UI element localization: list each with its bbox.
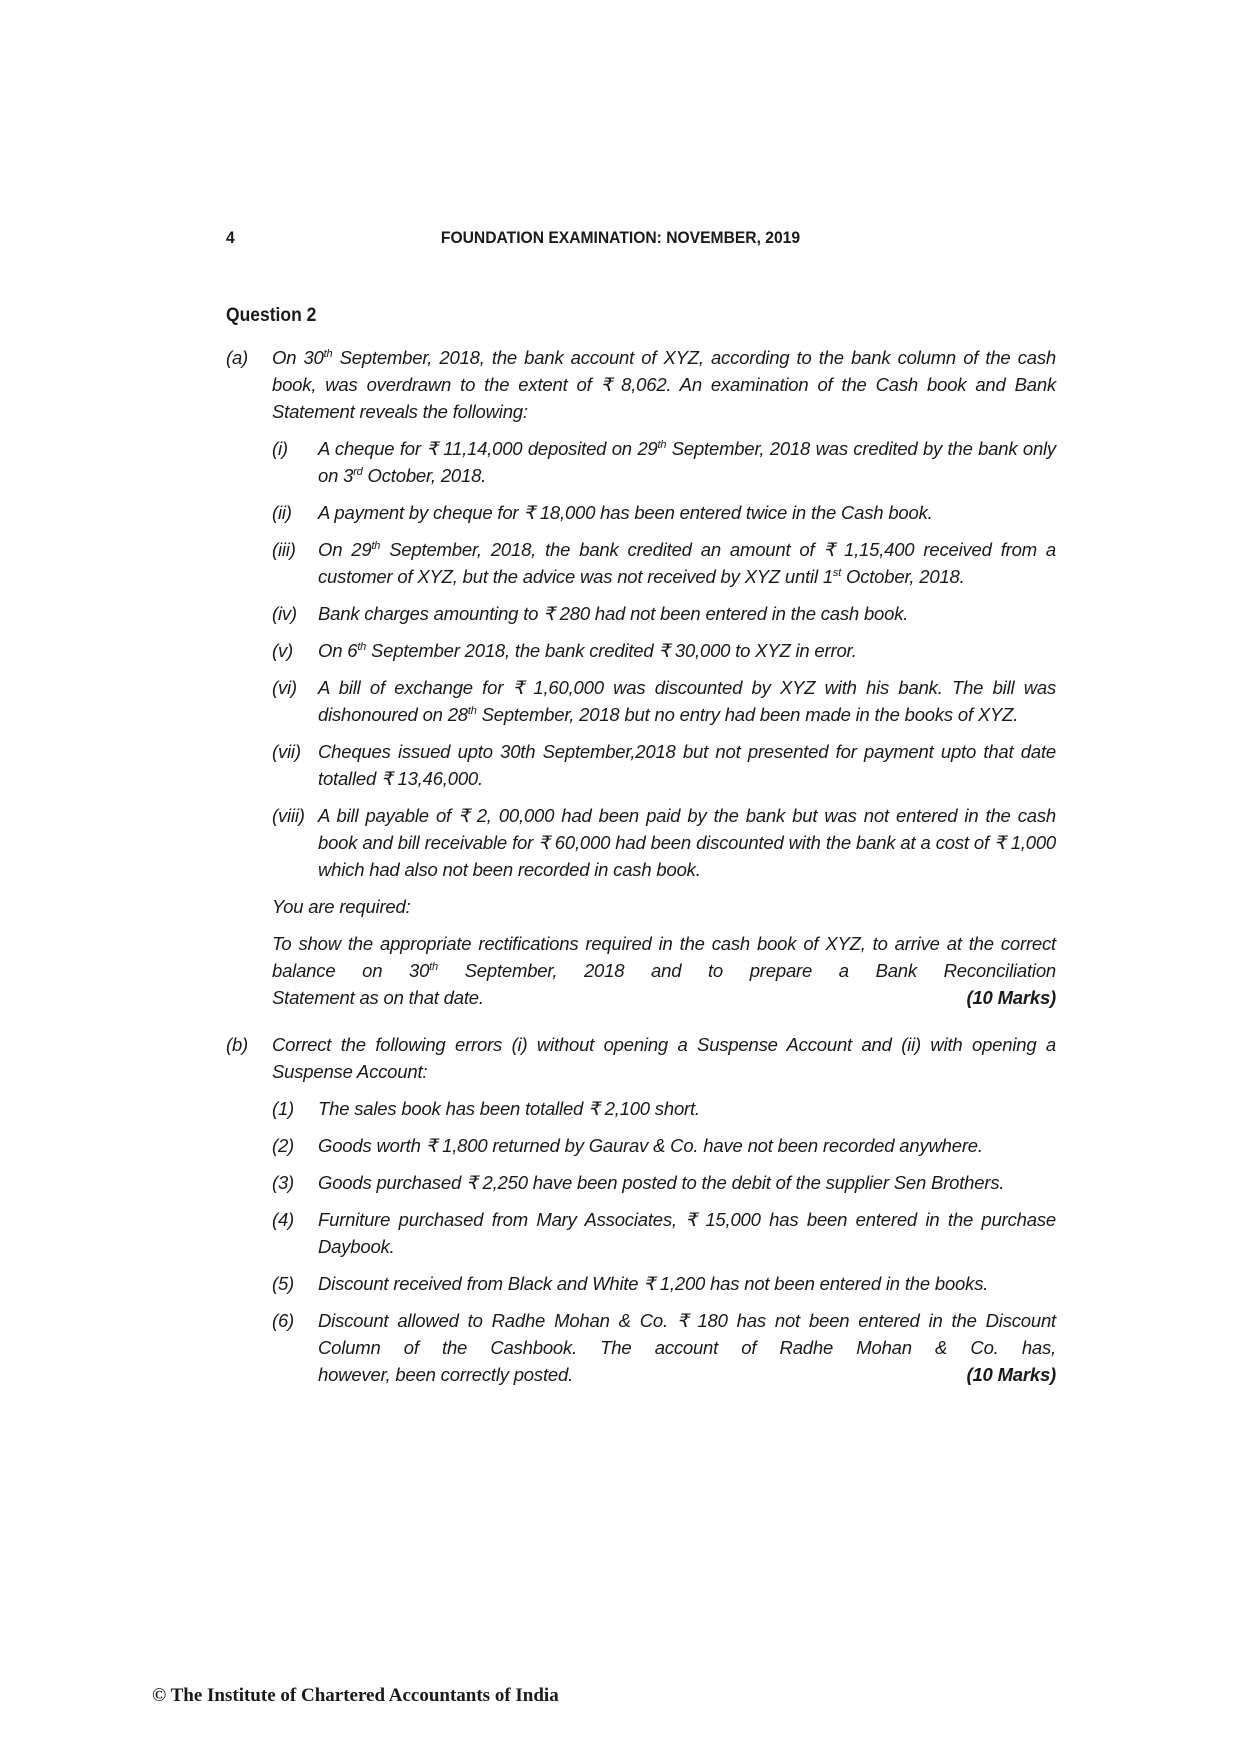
item-text: Goods worth ₹ 1,800 returned by Gaurav & Co. have not been recorded anywhere.: [318, 1135, 983, 1156]
item-label: (vi): [272, 677, 297, 698]
item-label: (i): [272, 438, 288, 459]
item-text: Furniture purchased from Mary Associates, ₹ 15,000 has been entered in the purchase Daybook.: [318, 1209, 1056, 1257]
intro-sup: th: [323, 347, 333, 360]
marks-label: (10 Marks): [966, 1364, 1056, 1385]
part-b-intro: Correct the following errors (i) without opening a Suspense Account and (ii) with opening a Suspense Account:: [272, 1034, 1056, 1082]
list-item: [272, 536, 1056, 590]
item-text: Discount received from Black and White ₹ 1,200 has not been entered in the books.: [318, 1273, 989, 1294]
item-label: (v): [272, 640, 293, 661]
item-text-part: On 29: [318, 539, 372, 560]
list-item: [272, 738, 1056, 792]
item-label: (2): [272, 1135, 295, 1156]
intro-text: September, 2018, the bank account of XYZ, according to the bank column of the cash book, was overdrawn to the extent of ₹ 8,062. An examination of the Cash book and Bank Statement reveals the following:: [272, 347, 1056, 422]
list-item: [272, 674, 1056, 728]
part-b-body: [272, 1031, 1056, 1398]
item-sup: th: [657, 438, 667, 451]
item-text-part: September, 2018 was credited by the bank only on 3: [318, 438, 1056, 486]
item-text: Cheques issued upto 30th September,2018 but not presented for payment upto that date totalled ₹ 13,46,000.: [318, 741, 1056, 789]
list-item: [272, 637, 1056, 664]
item-label: (5): [272, 1273, 295, 1294]
item-label: (iv): [272, 603, 297, 624]
required-label: You are required:: [272, 896, 411, 917]
item-text: [318, 1307, 1056, 1388]
item-text-part: Discount allowed to Radhe Mohan & Co. ₹ 180 has not been entered in the Discount Column of the Cashbook. The account of Radhe Mohan & Co. has,: [318, 1310, 1056, 1358]
list-item: [272, 600, 1056, 627]
list-item: [272, 499, 1056, 526]
req-text: To show the appropriate rectifications required in the cash book of XYZ, to arrive at the correct balance on 30: [272, 933, 1056, 981]
item-text: Goods purchased ₹ 2,250 have been posted to the debit of the supplier Sen Brothers.: [318, 1172, 1005, 1193]
exam-title: FOUNDATION EXAMINATION: NOVEMBER, 2019: [440, 228, 801, 247]
item-sup: st: [832, 566, 842, 579]
item-label: (4): [272, 1209, 295, 1230]
part-a: [226, 344, 1056, 1021]
item-text-part: however, been correctly posted.: [318, 1364, 574, 1385]
marks-line: [272, 984, 1056, 1011]
item-label: (1): [272, 1098, 295, 1119]
marks-label: (10 Marks): [966, 987, 1056, 1008]
item-text-part: On 6: [318, 640, 358, 661]
marks-line: [318, 1361, 1056, 1388]
item-text: [318, 435, 1056, 489]
item-label: (6): [272, 1310, 295, 1331]
required-text: [272, 930, 1056, 1011]
list-item: [272, 1270, 1056, 1297]
item-text: The sales book has been totalled ₹ 2,100 short.: [318, 1098, 700, 1119]
item-text: [318, 637, 1056, 664]
item-text-part: A bill of exchange for ₹ 1,60,000 was discounted by XYZ with his bank. The bill was dishonoured on 28: [318, 677, 1056, 725]
req-sup: th: [429, 960, 438, 973]
item-text-part: October, 2018.: [362, 465, 487, 486]
item-text-part: October, 2018.: [841, 566, 965, 587]
part-b-label: (b): [226, 1034, 249, 1055]
item-text: A payment by cheque for ₹ 18,000 has been entered twice in the Cash book.: [318, 502, 933, 523]
list-item: [272, 1095, 1056, 1122]
req-text: September, 2018 and to prepare a Bank Reconciliation: [437, 960, 1057, 981]
part-b: [226, 1031, 1056, 1398]
item-text-part: A cheque for ₹ 11,14,000 deposited on 29: [318, 438, 658, 459]
list-item: [272, 1169, 1056, 1196]
item-label: (viii): [272, 805, 305, 826]
part-a-intro: [272, 344, 1056, 425]
list-item: [272, 435, 1056, 489]
list-item: [272, 1307, 1056, 1388]
item-label: (vii): [272, 741, 301, 762]
part-a-body: [272, 344, 1056, 1021]
item-sup: th: [467, 704, 477, 717]
item-label: (ii): [272, 502, 292, 523]
item-text: [318, 536, 1056, 590]
item-sup: th: [371, 539, 381, 552]
item-text: A bill payable of ₹ 2, 00,000 had been paid by the bank but was not entered in the cash book and bill receivable for ₹ 60,000 had been discounted with the bank at a cost of ₹ 1,000 which had also not been recorded in cash book.: [318, 805, 1056, 880]
item-text: [318, 674, 1056, 728]
question-content: [226, 344, 1056, 1408]
question-title: Question 2: [226, 305, 317, 326]
item-sup: rd: [353, 465, 363, 478]
page-number: 4: [226, 228, 235, 247]
item-text-part: September 2018, the bank credited ₹ 30,000 to XYZ in error.: [366, 640, 857, 661]
list-item: [272, 802, 1056, 883]
req-text: Statement as on that date.: [272, 987, 484, 1008]
intro-text: On 30: [272, 347, 324, 368]
item-label: (iii): [272, 539, 296, 560]
item-text: Bank charges amounting to ₹ 280 had not been entered in the cash book.: [318, 603, 909, 624]
footer-copyright: © The Institute of Chartered Accountants of India: [152, 1685, 559, 1706]
part-a-label: (a): [226, 347, 249, 368]
list-item: [272, 1206, 1056, 1260]
list-item: [272, 1132, 1056, 1159]
item-label: (3): [272, 1172, 295, 1193]
item-text-part: September, 2018 but no entry had been made in the books of XYZ.: [476, 704, 1019, 725]
item-text-part: September, 2018, the bank credited an amount of ₹ 1,15,400 received from a customer of XYZ, but the advice was not received by XYZ until 1: [318, 539, 1056, 587]
item-sup: th: [357, 640, 367, 653]
